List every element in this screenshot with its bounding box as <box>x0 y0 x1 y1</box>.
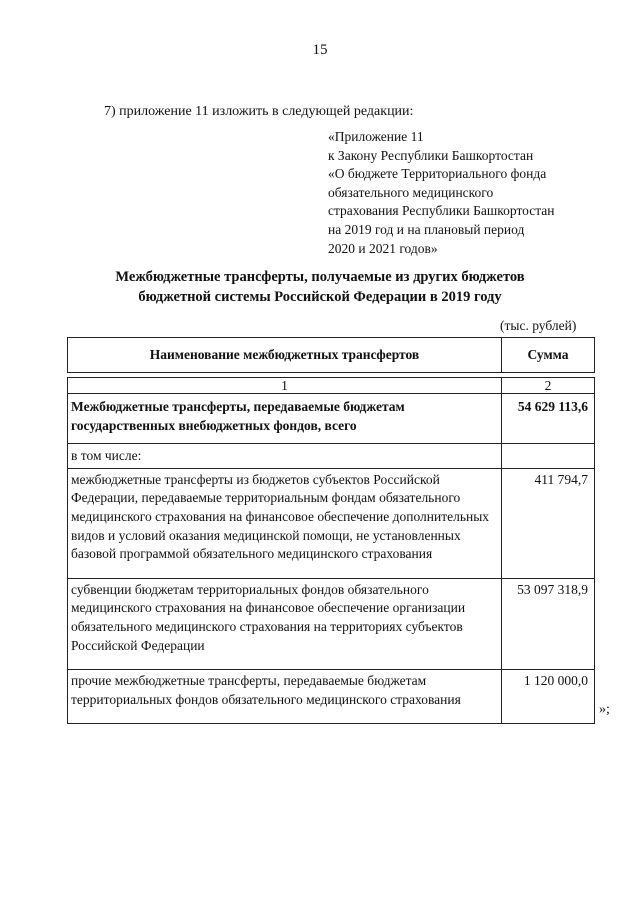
title-line: Межбюджетные трансферты, получаемые из других бюджетов <box>115 269 525 285</box>
appendix-line: на 2019 год и на плановый период <box>328 221 525 237</box>
row-name: в том числе: <box>68 444 502 469</box>
appendix-line: к Закону Республики Башкортостан <box>328 147 534 163</box>
table-row <box>68 578 595 669</box>
header-amount: Сумма <box>527 347 569 362</box>
table-header <box>67 337 595 373</box>
appendix-line: обязательного медицинского <box>328 184 494 200</box>
appendix-line: страхования Республики Башкортостан <box>328 203 555 219</box>
row-amount: 411 794,7 <box>502 468 595 578</box>
row-name: Межбюджетные трансферты, передаваемые бюджетам государственных внебюджетных фондов, всего <box>68 394 502 444</box>
appendix-reference <box>328 128 608 258</box>
column-number: 1 <box>68 378 502 394</box>
row-amount: 53 097 318,9 <box>502 578 595 669</box>
row-name: межбюджетные трансферты из бюджетов субъектов Российской Федерации, передаваемые территориальным фондам обязательного медицинского страхования на финансовое обеспечение дополнительных видов и условий оказания медицинской помощи, не установленных базовой программой обязательного медицинского страхования <box>68 468 502 578</box>
row-name: субвенции бюджетам территориальных фондов обязательного медицинского страхования на финансовое обеспечение организации обязательного медицинского страхования на территориях субъектов Российской Федерации <box>68 578 502 669</box>
row-amount: 54 629 113,6 <box>502 394 595 444</box>
table-row <box>68 444 595 469</box>
table-row <box>68 468 595 578</box>
row-amount: 1 120 000,0 <box>502 670 595 724</box>
closing-quote: »; <box>599 702 610 717</box>
table-row <box>68 394 595 444</box>
transfers-table <box>67 377 595 724</box>
units-label: (тыс. рублей) <box>500 318 577 333</box>
page-number: 15 <box>312 42 328 58</box>
header-name: Наименование межбюджетных трансфертов <box>68 338 502 372</box>
column-number-row <box>68 378 595 394</box>
column-number: 2 <box>502 378 595 394</box>
table-row <box>68 670 595 724</box>
row-name: прочие межбюджетные трансферты, передаваемые бюджетам территориальных фондов обязательного медицинского страхования <box>68 670 502 724</box>
title-line: бюджетной системы Российской Федерации в 2019 году <box>138 289 502 305</box>
document-title <box>60 267 580 307</box>
amendment-intro: 7) приложение 11 изложить в следующей редакции: <box>104 104 414 119</box>
appendix-line: 2020 и 2021 годов» <box>328 240 438 256</box>
row-amount <box>502 444 595 469</box>
appendix-line: «О бюджете Территориального фонда <box>328 166 547 182</box>
appendix-line: «Приложение 11 <box>328 129 424 144</box>
